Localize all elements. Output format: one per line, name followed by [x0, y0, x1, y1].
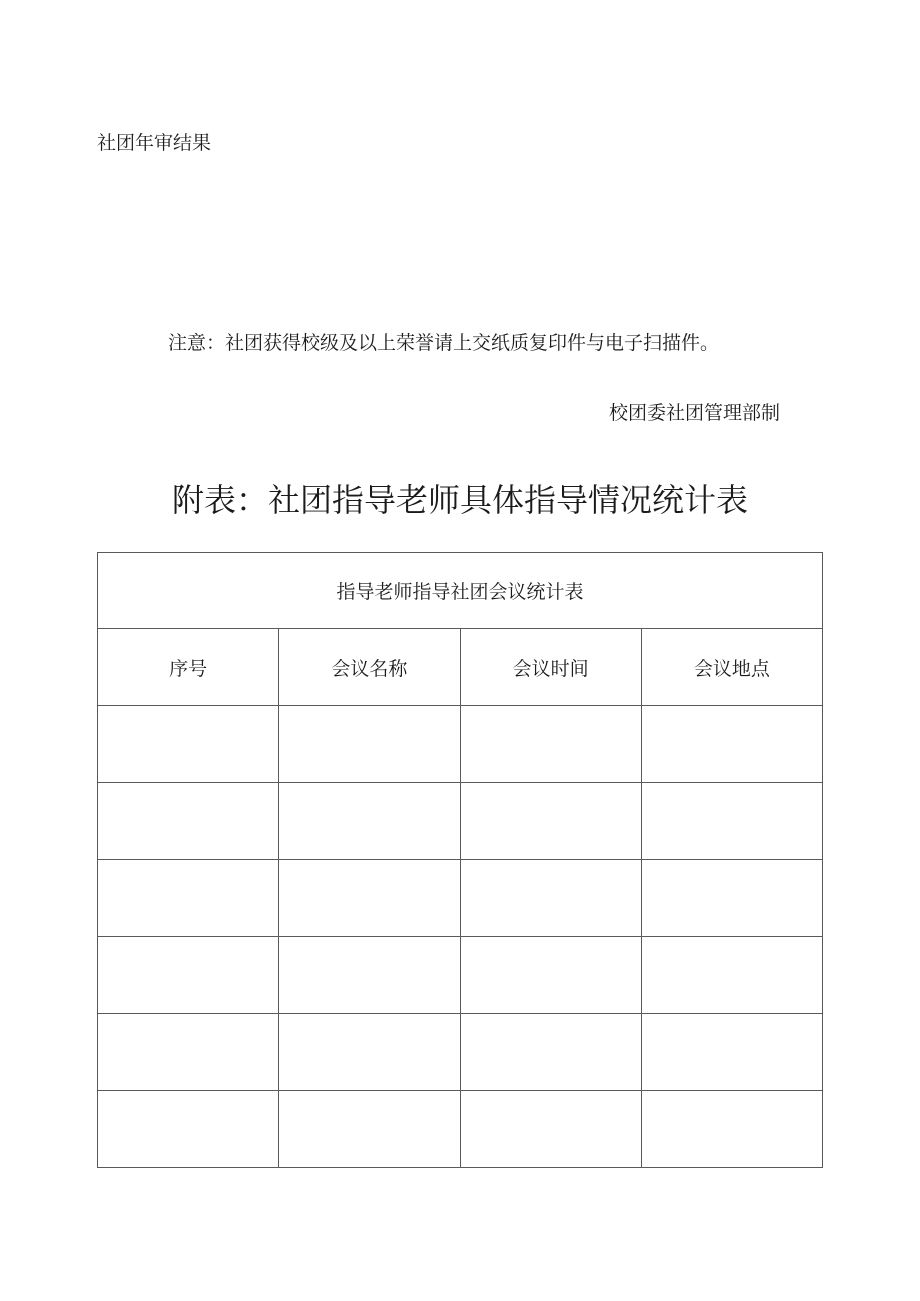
column-header-meeting-location: 会议地点	[641, 629, 822, 706]
issuer-signature: 校团委社团管理部制	[608, 402, 780, 424]
table-caption-row	[98, 553, 823, 629]
table-cell[interactable]	[98, 706, 279, 783]
table-cell[interactable]	[460, 783, 641, 860]
table-cell[interactable]	[98, 937, 279, 1014]
table-cell[interactable]	[460, 1014, 641, 1091]
table-cell[interactable]	[641, 937, 822, 1014]
column-header-index: 序号	[98, 629, 279, 706]
table-cell[interactable]	[460, 1091, 641, 1168]
table-cell[interactable]	[279, 860, 460, 937]
table-cell[interactable]	[98, 860, 279, 937]
table-cell[interactable]	[279, 783, 460, 860]
table-cell[interactable]	[279, 937, 460, 1014]
table-row	[98, 1014, 823, 1091]
meeting-stats-table	[97, 552, 823, 1168]
table-row	[98, 860, 823, 937]
table-cell[interactable]	[641, 783, 822, 860]
table-cell[interactable]	[98, 1091, 279, 1168]
table-row	[98, 783, 823, 860]
table-cell[interactable]	[641, 1014, 822, 1091]
table-cell[interactable]	[641, 706, 822, 783]
table-cell[interactable]	[98, 783, 279, 860]
column-header-meeting-name: 会议名称	[279, 629, 460, 706]
table-caption: 指导老师指导社团会议统计表	[98, 553, 823, 629]
table-row	[98, 937, 823, 1014]
table-row	[98, 1091, 823, 1168]
column-header-meeting-time: 会议时间	[460, 629, 641, 706]
table-cell[interactable]	[460, 937, 641, 1014]
table-cell[interactable]	[279, 706, 460, 783]
table-cell[interactable]	[279, 1091, 460, 1168]
section-label: 社团年审结果	[97, 132, 212, 154]
table-cell[interactable]	[98, 1014, 279, 1091]
table-cell[interactable]	[641, 1091, 822, 1168]
table-cell[interactable]	[279, 1014, 460, 1091]
appendix-title: 附表：社团指导老师具体指导情况统计表	[171, 481, 748, 519]
table-header-row	[98, 629, 823, 706]
table-row	[98, 706, 823, 783]
notice-text: 注意：社团获得校级及以上荣誉请上交纸质复印件与电子扫描件。	[168, 332, 720, 354]
table-cell[interactable]	[460, 706, 641, 783]
table-cell[interactable]	[641, 860, 822, 937]
table-cell[interactable]	[460, 860, 641, 937]
